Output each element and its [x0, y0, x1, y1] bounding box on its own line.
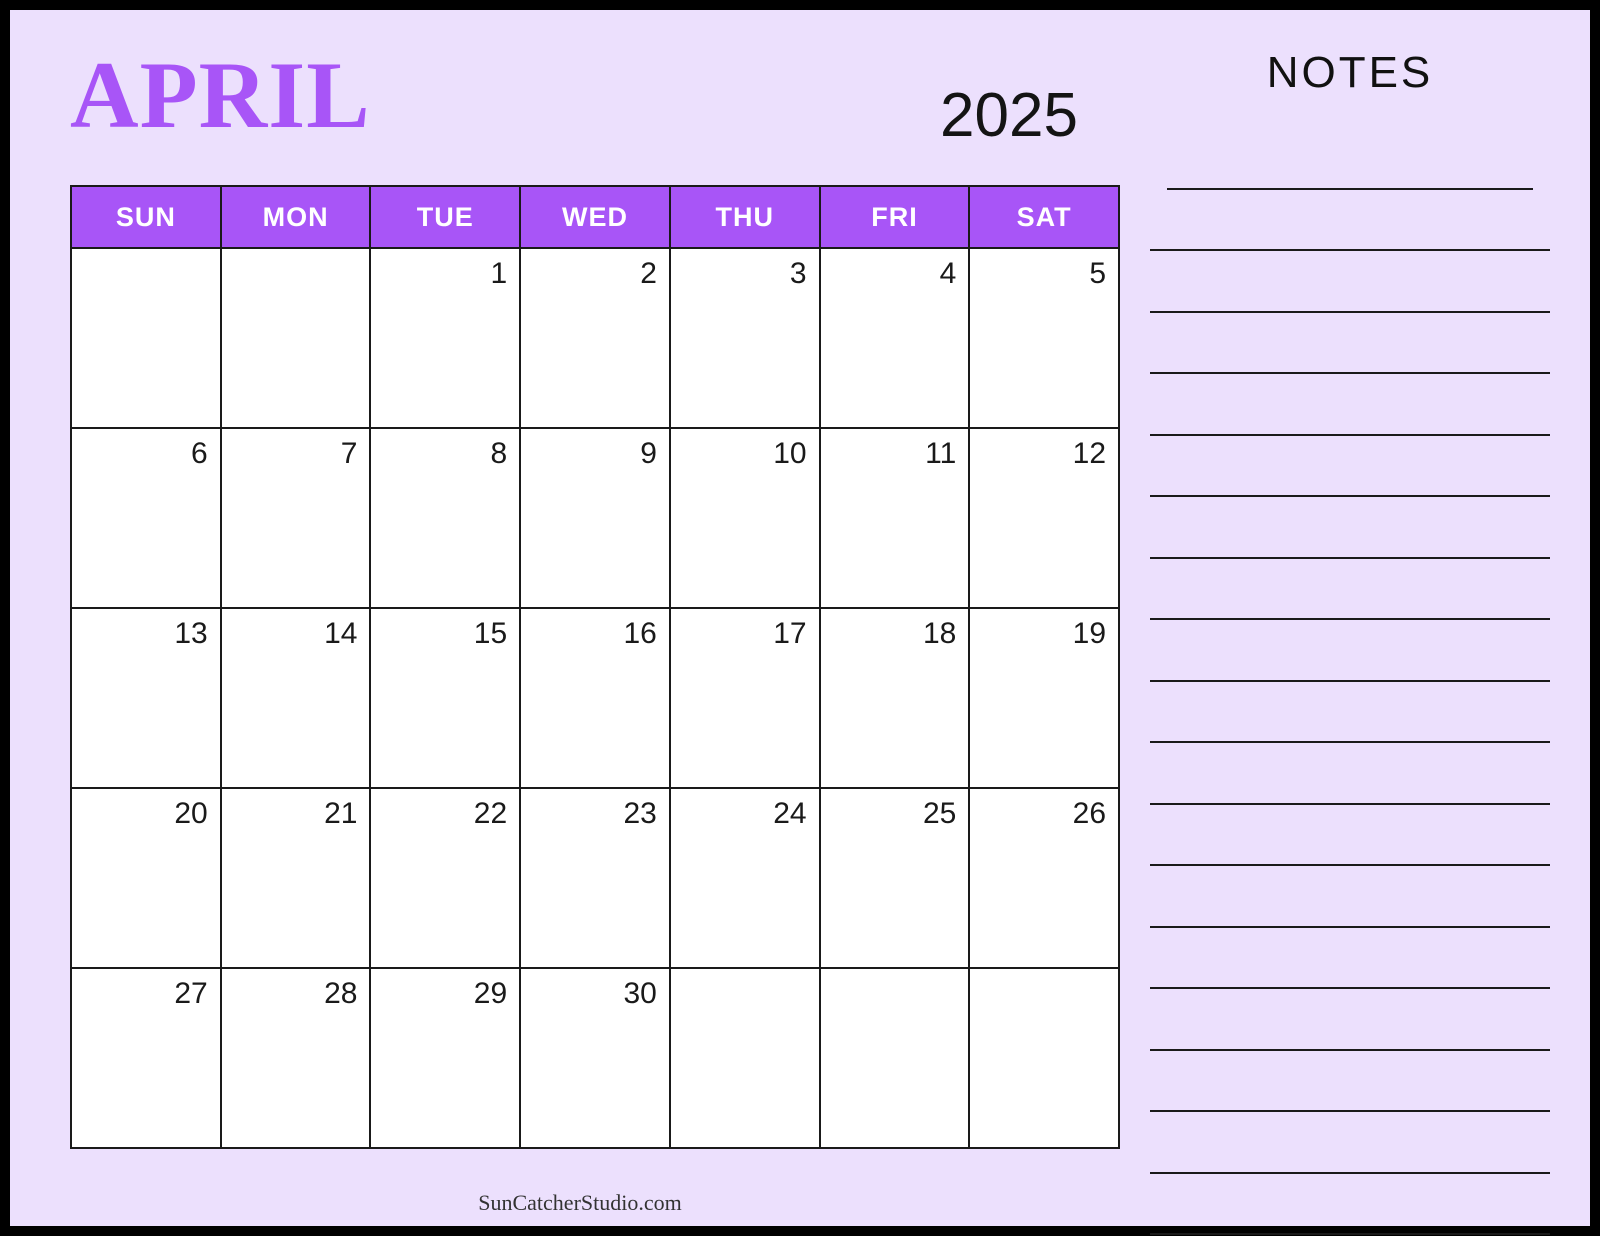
day-cell[interactable]: [72, 789, 222, 969]
day-cell[interactable]: [821, 789, 971, 969]
day-number: 12: [1072, 437, 1107, 470]
day-number: 22: [473, 797, 508, 830]
day-number: 30: [623, 977, 657, 1010]
weekday-header-row: [72, 187, 1120, 249]
week-row: [72, 249, 1120, 429]
day-cell[interactable]: [371, 249, 521, 429]
weekday-tue: TUE: [371, 187, 521, 249]
day-number: 26: [1072, 797, 1107, 830]
day-cell[interactable]: [970, 249, 1120, 429]
note-line[interactable]: [1150, 928, 1550, 990]
day-number: 11: [925, 437, 957, 470]
note-line[interactable]: [1150, 559, 1550, 621]
day-cell[interactable]: [72, 609, 222, 789]
day-number: 17: [773, 617, 807, 650]
day-number: 13: [174, 617, 208, 650]
day-number: 20: [174, 797, 208, 830]
day-cell[interactable]: [72, 249, 222, 429]
day-cell[interactable]: [821, 249, 971, 429]
day-cell[interactable]: [970, 609, 1120, 789]
day-number: 3: [789, 257, 807, 290]
day-cell[interactable]: [72, 969, 222, 1149]
day-cell[interactable]: [371, 969, 521, 1149]
notes-title: NOTES: [1266, 48, 1434, 97]
day-number: 15: [473, 617, 508, 650]
day-number: 25: [922, 797, 957, 830]
calendar-header: [10, 10, 1150, 185]
day-cell[interactable]: [970, 969, 1120, 1149]
day-number: 28: [324, 977, 358, 1010]
day-cell[interactable]: [371, 789, 521, 969]
day-number: 1: [490, 257, 508, 290]
day-cell[interactable]: [671, 429, 821, 609]
week-row: [72, 969, 1120, 1149]
note-line[interactable]: [1150, 1051, 1550, 1113]
day-cell[interactable]: [222, 429, 372, 609]
day-number: 5: [1089, 257, 1107, 290]
day-number: 2: [640, 257, 657, 290]
day-number: 23: [623, 797, 657, 830]
note-line[interactable]: [1150, 1174, 1550, 1236]
day-number: 4: [939, 257, 957, 290]
note-line[interactable]: [1150, 497, 1550, 559]
day-cell[interactable]: [521, 429, 671, 609]
day-number: 18: [922, 617, 957, 650]
day-number: 27: [174, 977, 208, 1010]
footer-credit: SunCatcherStudio.com: [478, 1190, 682, 1215]
weekday-fri: FRI: [821, 187, 971, 249]
day-cell[interactable]: [521, 249, 671, 429]
day-number: 29: [473, 977, 508, 1010]
day-cell[interactable]: [671, 969, 821, 1149]
note-line[interactable]: [1150, 989, 1550, 1051]
day-number: 10: [773, 437, 807, 470]
note-line[interactable]: [1150, 374, 1550, 436]
day-cell[interactable]: [671, 249, 821, 429]
week-row: [72, 789, 1120, 969]
note-line[interactable]: [1150, 1112, 1550, 1174]
note-line[interactable]: [1150, 436, 1550, 498]
day-cell[interactable]: [222, 789, 372, 969]
day-cell[interactable]: [970, 429, 1120, 609]
note-line[interactable]: [1150, 620, 1550, 682]
weekday-mon: MON: [222, 187, 372, 249]
day-number: 8: [490, 437, 508, 470]
note-line[interactable]: [1150, 313, 1550, 375]
day-cell[interactable]: [371, 609, 521, 789]
week-row: [72, 429, 1120, 609]
day-cell[interactable]: [821, 429, 971, 609]
day-cell[interactable]: [222, 249, 372, 429]
day-number: 16: [623, 617, 657, 650]
day-number: 9: [640, 437, 657, 470]
week-row: [72, 609, 1120, 789]
day-cell[interactable]: [72, 429, 222, 609]
note-line[interactable]: [1150, 251, 1550, 313]
day-cell[interactable]: [371, 429, 521, 609]
weekday-sun: SUN: [72, 187, 222, 249]
year-title: 2025: [940, 81, 1078, 150]
day-cell[interactable]: [821, 969, 971, 1149]
day-cell[interactable]: [671, 789, 821, 969]
day-number: 14: [324, 617, 358, 650]
note-line[interactable]: [1150, 866, 1550, 928]
weekday-sat: SAT: [970, 187, 1120, 249]
day-cell[interactable]: [671, 609, 821, 789]
note-line[interactable]: [1150, 743, 1550, 805]
day-cell[interactable]: [521, 969, 671, 1149]
notes-panel: [1150, 10, 1590, 1226]
day-number: 6: [191, 437, 208, 470]
note-line[interactable]: [1150, 682, 1550, 744]
month-title: APRIL: [70, 42, 371, 148]
day-number: 7: [340, 437, 358, 470]
weekday-wed: WED: [521, 187, 671, 249]
day-cell[interactable]: [970, 789, 1120, 969]
day-cell[interactable]: [821, 609, 971, 789]
weekday-thu: THU: [671, 187, 821, 249]
day-number: 19: [1072, 617, 1107, 650]
day-number: 24: [773, 797, 807, 830]
note-line[interactable]: [1150, 190, 1550, 252]
calendar-grid: [70, 185, 1120, 1149]
notes-lines: [1150, 128, 1550, 1235]
day-cell[interactable]: [222, 609, 372, 789]
day-cell[interactable]: [521, 609, 671, 789]
day-number: 21: [324, 797, 358, 830]
note-line[interactable]: [1167, 128, 1533, 190]
note-line[interactable]: [1150, 805, 1550, 867]
day-cell[interactable]: [521, 789, 671, 969]
day-cell[interactable]: [222, 969, 372, 1149]
calendar-page: [10, 10, 1590, 1226]
